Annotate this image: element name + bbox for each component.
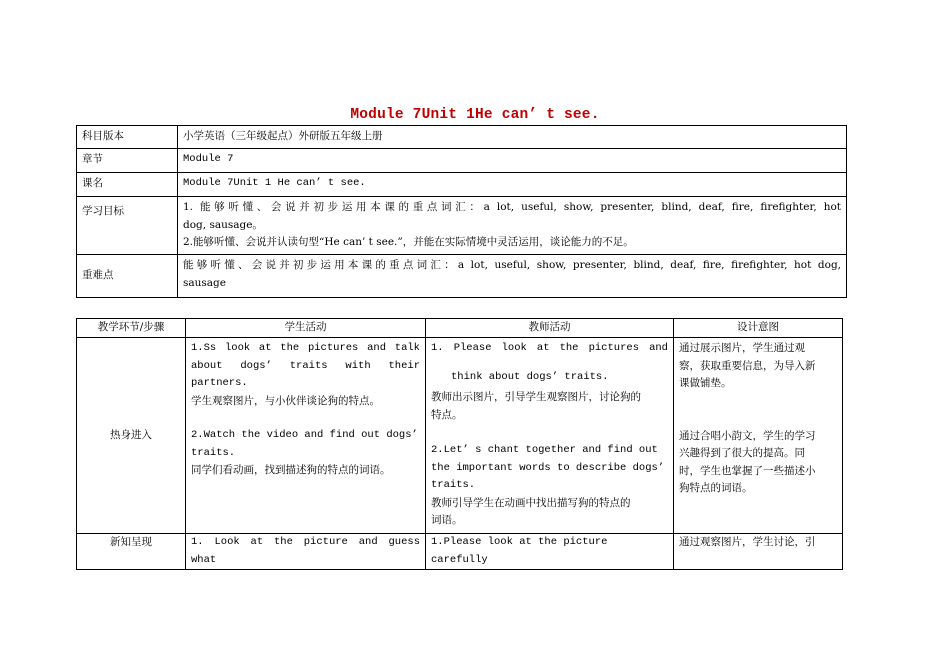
row-label: 重难点	[77, 255, 178, 298]
document-title: Module 7Unit 1He can’ t see.	[350, 107, 600, 123]
row-label: 章节	[77, 149, 178, 173]
header-step: 教学环节/步骤	[77, 319, 186, 338]
table-row	[77, 534, 843, 570]
keypoint-line-1: 能够听懂、会说并初步运用本课的重点词汇：a lot, useful, show, presenter, blind, deaf, fire, firefighter, hot dog,	[183, 259, 841, 271]
student-activity-cell: 1. Look at the picture and guess what	[186, 534, 426, 570]
table-row	[77, 126, 847, 149]
course-info-table	[76, 125, 847, 298]
row-label: 课名	[77, 173, 178, 197]
teacher-activity-cell: 1.Please look at the picture carefully	[426, 534, 674, 570]
row-content: Module 7	[178, 149, 847, 173]
step-cell: 热身进入	[77, 338, 186, 534]
table-header-row	[77, 319, 843, 338]
objective-line-3: 2.能够听懂、会说并认读句型“He can’ t see.”，并能在实际情境中灵活运用，谈论能力的不足。	[183, 236, 634, 248]
row-content: Module 7Unit 1 He can’ t see.	[178, 173, 847, 197]
table-row	[77, 149, 847, 173]
row-label: 学习目标	[77, 197, 178, 255]
student-activity-cell: 1.Ss look at the pictures and talk about dogs’ traits with their partners. 学生观察图片，与小伙伴谈论狗的特点。 2.Watch the video and find out dogs’ traits. 同学们看动画，找到描述狗的特点的词语。	[186, 338, 426, 534]
objective-line-2: dog, sausage。	[183, 218, 263, 231]
teacher-activity-cell: 1. Please look at the pictures and think about dogs’ traits. 教师出示图片，引导学生观察图片，讨论狗的 特点。 2.Let’ s chant together and find out the important words to describe dogs’ traits. 教师引导学生在动画中找出描写狗的特点的 词语。	[426, 338, 674, 534]
keypoint-line-2: sausage	[183, 276, 226, 289]
design-intent-cell: 通过观察图片，学生讨论，引	[674, 534, 843, 570]
row-content	[178, 197, 847, 255]
header-student: 学生活动	[186, 319, 426, 338]
table-row	[77, 197, 847, 255]
header-teacher: 教师活动	[426, 319, 674, 338]
row-content: 小学英语（三年级起点）外研版五年级上册	[178, 126, 847, 149]
table-row	[77, 173, 847, 197]
activity-table	[76, 318, 843, 570]
design-intent-cell: 通过展示图片，学生通过观 察，获取重要信息，为导入新 课做铺垫。 通过合唱小韵文，学生的学习 兴趣得到了很大的提高。同 时，学生也掌握了一些描述小 狗特点的词语。	[674, 338, 843, 534]
row-content	[178, 255, 847, 298]
header-intent: 设计意图	[674, 319, 843, 338]
objective-line-1: 1. 能够听懂、会说并初步运用本课的重点词汇：a lot, useful, show, presenter, blind, deaf, fire, firefighter, hot	[183, 201, 841, 213]
step-cell: 新知呈现	[77, 534, 186, 570]
row-label: 科目版本	[77, 126, 178, 149]
table-row	[77, 255, 847, 298]
table-row	[77, 338, 843, 534]
